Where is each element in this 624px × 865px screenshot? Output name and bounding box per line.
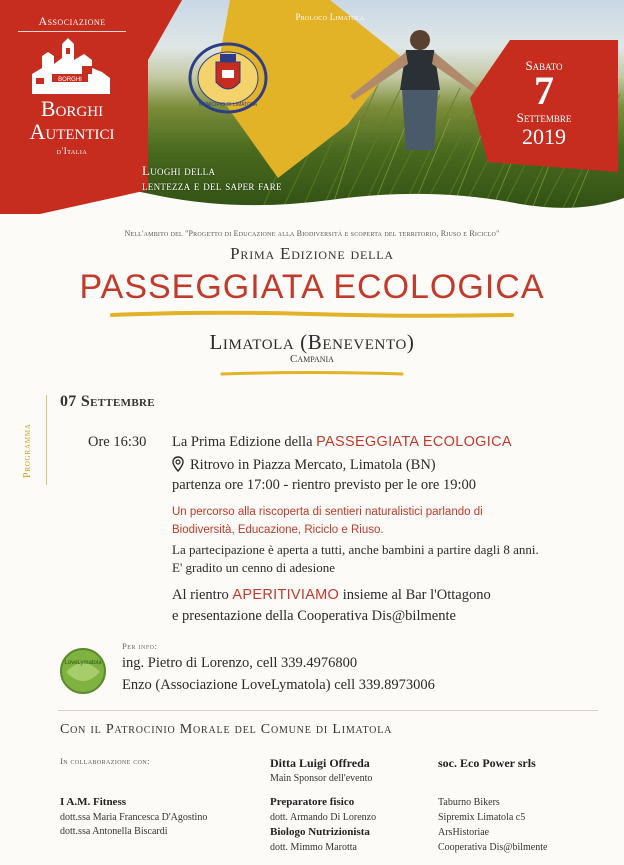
date-year: 2019 — [522, 124, 566, 149]
programme-label-text: Programma — [22, 423, 33, 478]
partner-cooperativa: Cooperativa Dis@bilmente — [438, 842, 548, 853]
programme-note-line2: Biodiversità, Educazione, Riciclo e Riuso. — [172, 524, 384, 536]
programme-divider — [46, 395, 47, 485]
programme-info-line2: E' gradito un cenno di adesione — [172, 560, 335, 575]
date-badge — [470, 40, 618, 172]
patronage-line: Con il Patrocinio Morale del Comune di Limatola — [60, 722, 393, 737]
association-label: Associazione — [38, 14, 106, 28]
trainer-title: Preparatore fisico — [270, 796, 355, 808]
header-banner — [0, 0, 624, 214]
trainer-name: dott. Armando Di Lorenzo — [270, 812, 377, 823]
partner-arshistoriae: ArsHistoriae — [438, 827, 490, 838]
fitness-name: I A.M. Fitness — [60, 796, 126, 808]
association-divider — [18, 31, 126, 32]
event-location: Limatola (Benevento) — [209, 330, 415, 354]
lovelymatola-logo — [58, 646, 108, 696]
luoghi-line2: lentezza e del saper fare — [142, 178, 282, 193]
borghi-title-line2: Autentici — [29, 119, 115, 144]
contacts-label: Per info: — [122, 641, 158, 651]
programme-line1 — [172, 434, 512, 451]
luoghi-tagline — [142, 163, 282, 193]
location-brush-underline — [220, 370, 404, 378]
main-sponsor-subtitle: Main Sponsor dell'evento — [270, 773, 373, 784]
lovelymatola-logo-text: LoveLymatola — [64, 660, 102, 666]
crest-text: MUNICIPIO DI LIMATOLA — [198, 102, 258, 108]
eco-power-name: soc. Eco Power srls — [438, 756, 536, 770]
aperitivo-prefix: Al rientro — [172, 587, 233, 603]
aperitivo-highlight: APERITIVIAMO — [232, 587, 340, 603]
programme-meeting-point — [172, 456, 436, 474]
borghi-logo-text: BORGHI — [58, 77, 82, 83]
limatola-crest-logo — [186, 40, 270, 116]
borghi-title-line1: Borghi — [40, 96, 104, 121]
programme-side-label — [22, 398, 44, 488]
programme-aperitivo — [172, 587, 491, 604]
meeting-point-text: Ritrovo in Piazza Mercato, Limatola (BN) — [190, 457, 436, 473]
programme-date: 07 Settembre — [60, 393, 155, 410]
luoghi-line1: Luoghi della — [142, 163, 216, 178]
programme-time: Ore 16:30 — [88, 434, 147, 450]
title-brush-underline — [110, 310, 514, 320]
aperitivo-suffix: insieme al Bar l'Ottagono — [339, 587, 491, 603]
proloco-label: Proloco Limatola — [295, 12, 365, 22]
borghi-village-logo — [30, 34, 114, 96]
programme-info-line1: La partecipazione è aperta a tutti, anche bambini a partire dagli 8 anni. — [172, 542, 539, 557]
fitness-doctor1: dott.ssa Maria Francesca D'Agostino — [60, 812, 208, 823]
nutritionist-title: Biologo Nutrizionista — [270, 826, 370, 838]
edition-subtitle: Prima Edizione della — [230, 244, 394, 263]
programme-line1-prefix: La Prima Edizione della — [172, 434, 317, 450]
footer-divider — [58, 710, 598, 711]
event-region: Campania — [290, 353, 334, 365]
partner-sipremix: Sipremix Limatola c5 — [438, 812, 526, 823]
main-sponsor-name: Ditta Luigi Offreda — [270, 756, 370, 770]
partner-taburno: Taburno Bikers — [438, 797, 500, 808]
fitness-doctor2: dott.ssa Antonella Biscardi — [60, 826, 168, 837]
borghi-title-line3: d'Italia — [56, 146, 88, 156]
location-pin-icon — [172, 456, 184, 472]
contact-enzo: Enzo (Associazione LoveLymatola) cell 339.8973006 — [122, 677, 435, 693]
date-month: Settembre — [516, 110, 572, 125]
programme-schedule: partenza ore 17:00 - rientro previsto per le ore 19:00 — [172, 477, 476, 493]
event-title: PASSEGGIATA ECOLOGICA — [79, 268, 545, 306]
date-number: 7 — [534, 68, 554, 113]
nutritionist-name: dott. Mimmo Marotta — [270, 842, 357, 853]
date-day: Sabato — [525, 58, 563, 73]
programme-line1-highlight: PASSEGGIATA ECOLOGICA — [316, 434, 512, 450]
programme-presentation: e presentazione della Cooperativa Dis@bilmente — [172, 608, 456, 624]
programme-note-line1: Un percorso alla riscoperta di sentieri naturalistici parlando di — [172, 506, 483, 518]
collaboration-label: In collaborazione con: — [60, 756, 150, 766]
contact-pietro: ing. Pietro di Lorenzo, cell 339.4976800 — [122, 655, 358, 671]
project-context-line: Nell'ambito del "Progetto di Educazione alla Biodiversità e scoperta del territorio, Riuso e Riciclo" — [124, 229, 500, 238]
